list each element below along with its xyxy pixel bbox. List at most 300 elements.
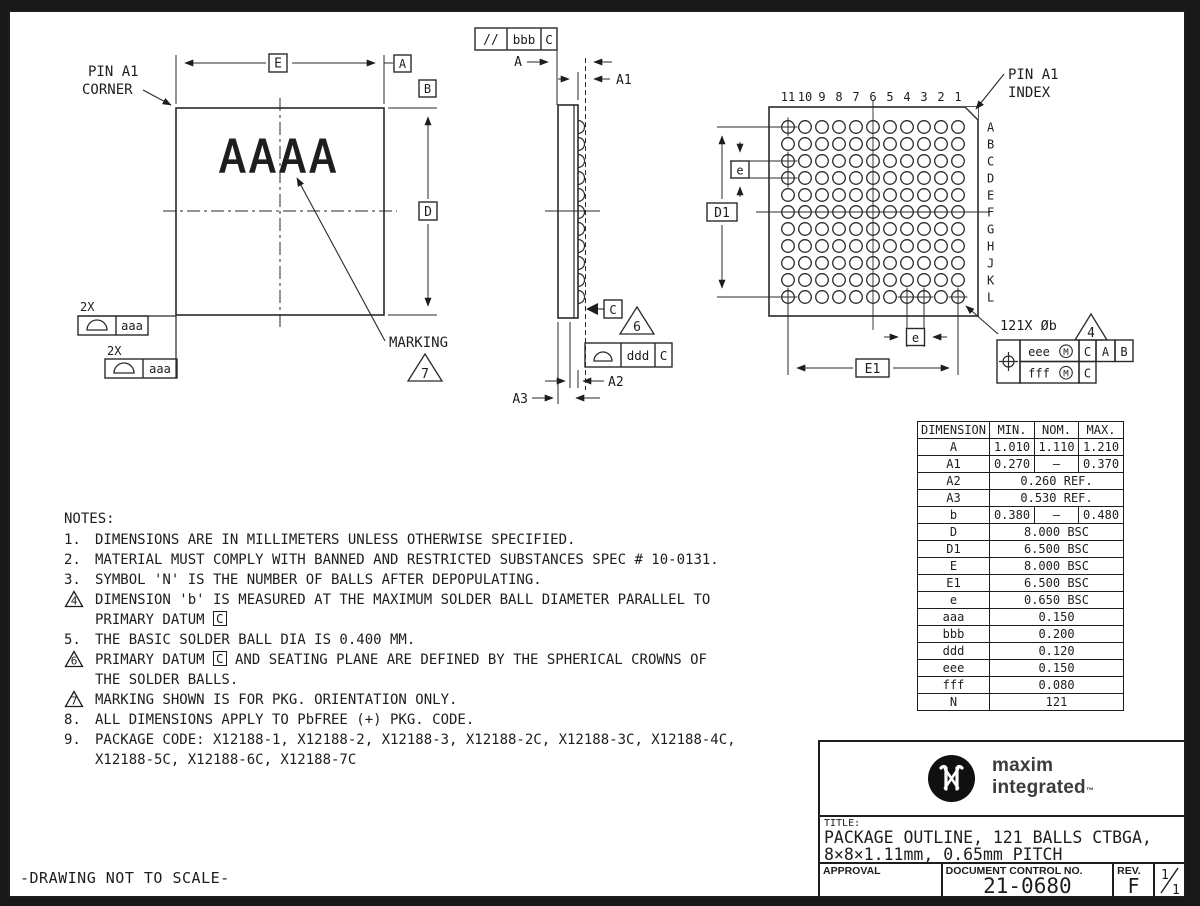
- row-label: H: [987, 239, 995, 254]
- row-label: C: [987, 154, 995, 169]
- dim-name-cell: A2: [918, 473, 990, 490]
- rev-label: REV.: [1117, 865, 1141, 877]
- svg-text:M: M: [1063, 348, 1069, 358]
- col-label: 1: [954, 90, 962, 104]
- solder-ball: [799, 274, 812, 287]
- col-label: 8: [835, 90, 843, 104]
- note-text: DIMENSION 'b' IS MEASURED AT THE MAXIMUM SOLDER BALL DIAMETER PARALLEL TO: [95, 592, 711, 608]
- table-row: [918, 660, 1124, 677]
- solder-ball: [935, 274, 948, 287]
- notes-list: [64, 530, 784, 770]
- rev-cell: [1114, 864, 1155, 898]
- dim-name-cell: b: [918, 507, 990, 524]
- col-label: 6: [869, 90, 877, 104]
- solder-ball: [884, 240, 897, 253]
- side-ball: [578, 291, 585, 304]
- note-marker: 2.: [64, 552, 81, 568]
- dim-d-label: D: [424, 205, 432, 220]
- note-text: THE BASIC SOLDER BALL DIA IS 0.400 MM.: [95, 632, 416, 648]
- sheet-num: 1: [1161, 868, 1169, 883]
- qty-2x-2: 2X: [107, 344, 122, 358]
- dim-a3-label: A3: [512, 392, 528, 407]
- solder-ball: [833, 138, 846, 151]
- solder-ball: [952, 257, 965, 270]
- table-row: [918, 490, 1124, 507]
- note-line: [64, 750, 784, 770]
- ball-callout-leader: [966, 306, 998, 334]
- solder-ball: [935, 138, 948, 151]
- dim-value-cell: 0.380: [990, 507, 1035, 524]
- dim-span-cell: 0.260 REF.: [990, 473, 1124, 490]
- not-to-scale-note: -DRAWING NOT TO SCALE-: [20, 869, 230, 887]
- svg-text:A: A: [1101, 345, 1110, 359]
- solder-ball: [952, 274, 965, 287]
- solder-ball: [782, 257, 795, 270]
- approval-cell: [820, 864, 943, 898]
- dim-value-cell: –: [1035, 456, 1079, 473]
- profile-symbol-2: [114, 363, 134, 373]
- row-label: A: [987, 120, 995, 135]
- col-label: 2: [937, 90, 945, 104]
- table-row: [918, 507, 1124, 524]
- solder-ball: [782, 274, 795, 287]
- datum-c-flag: [586, 303, 598, 315]
- rev-value: F: [1127, 874, 1140, 898]
- solder-ball: [816, 240, 829, 253]
- note-text: DIMENSIONS ARE IN MILLIMETERS UNLESS OTHERWISE SPECIFIED.: [95, 532, 576, 548]
- side-ball: [578, 257, 585, 270]
- col-label: 9: [818, 90, 826, 104]
- table-row: [918, 439, 1124, 456]
- fcf-position: [997, 340, 1133, 383]
- dim-value-cell: 0.370: [1079, 456, 1124, 473]
- svg-text:4: 4: [70, 594, 78, 608]
- package-body-side: [558, 105, 578, 318]
- svg-text:C: C: [1083, 345, 1092, 359]
- ball-crosshair: [779, 152, 798, 171]
- drawing-title-line-2: 8×8×1.11mm, 0.65mm PITCH: [824, 845, 1063, 864]
- svg-text:6: 6: [70, 654, 78, 668]
- pin-a1-index-label-1: PIN A1: [1008, 67, 1059, 83]
- solder-ball: [850, 257, 863, 270]
- dim-name-cell: A3: [918, 490, 990, 507]
- side-view: [475, 28, 672, 407]
- solder-ball: [884, 257, 897, 270]
- table-row: [918, 677, 1124, 694]
- table-row: [918, 592, 1124, 609]
- note-marker: 3.: [64, 572, 81, 588]
- col-label: 5: [886, 90, 894, 104]
- marking-callout-label: MARKING: [389, 335, 449, 351]
- note-text: X12188-5C, X12188-6C, X12188-7C: [95, 752, 357, 768]
- document-control-cell: [943, 864, 1114, 898]
- table-row: [918, 643, 1124, 660]
- dim-name-cell: eee: [918, 660, 990, 677]
- datum-a-label: A: [398, 57, 407, 71]
- solder-ball: [816, 138, 829, 151]
- dim-e-label: E: [274, 56, 282, 72]
- solder-ball: [799, 189, 812, 202]
- dim-name-cell: ddd: [918, 643, 990, 660]
- note-line: [64, 710, 784, 730]
- solder-ball: [918, 240, 931, 253]
- dim-name-cell: E1: [918, 575, 990, 592]
- side-ball: [578, 138, 585, 151]
- brand-line-1: maxim: [992, 755, 1054, 776]
- marking-leader: [297, 178, 385, 341]
- dim-value-cell: 1.210: [1079, 439, 1124, 456]
- dim-span-cell: 8.000 BSC: [990, 524, 1124, 541]
- solder-ball: [935, 121, 948, 134]
- table-row: [918, 575, 1124, 592]
- solder-ball: [918, 121, 931, 134]
- dim-name-cell: e: [918, 592, 990, 609]
- row-label: J: [987, 256, 995, 271]
- note-line: [64, 570, 784, 590]
- svg-text:7: 7: [70, 694, 78, 708]
- dim-name-cell: aaa: [918, 609, 990, 626]
- side-view-balls: [578, 121, 585, 304]
- note-marker: [64, 590, 95, 611]
- table-row: [918, 541, 1124, 558]
- side-ball: [578, 121, 585, 134]
- dim-span-cell: 6.500 BSC: [990, 541, 1124, 558]
- solder-ball: [850, 138, 863, 151]
- title-row: [820, 817, 1184, 864]
- table-row: [918, 694, 1124, 711]
- dim-name-cell: D: [918, 524, 990, 541]
- solder-ball: [952, 223, 965, 236]
- solder-ball: [850, 189, 863, 202]
- note-marker: 1.: [64, 532, 81, 548]
- note-6-number: 6: [633, 320, 641, 335]
- solder-ball: [816, 257, 829, 270]
- note-line: [64, 650, 784, 670]
- profile-symbol-1: [87, 320, 107, 330]
- note-line: [64, 550, 784, 570]
- note-line: [64, 610, 784, 630]
- note-line: [64, 690, 784, 710]
- note-line: [64, 670, 784, 690]
- solder-ball: [901, 155, 914, 168]
- note-marker: 8.: [64, 712, 81, 728]
- marking-text: AAAA: [218, 130, 340, 183]
- solder-ball: [782, 223, 795, 236]
- solder-ball: [799, 223, 812, 236]
- solder-ball: [952, 155, 965, 168]
- pin-a1-corner-label-2: CORNER: [82, 82, 133, 98]
- side-ball: [578, 206, 585, 219]
- title-label: TITLE:: [824, 818, 861, 829]
- table-row: [918, 456, 1124, 473]
- notes-section: [64, 509, 784, 770]
- brand-line-2: integrated™: [992, 777, 1095, 798]
- row-label: K: [987, 273, 995, 288]
- solder-ball: [782, 240, 795, 253]
- solder-ball: [935, 257, 948, 270]
- logo-row: [820, 742, 1184, 817]
- solder-ball: [918, 189, 931, 202]
- dim-value-cell: 1.010: [990, 439, 1035, 456]
- top-view: [78, 54, 448, 382]
- solder-ball: [918, 257, 931, 270]
- table-header: MIN.: [990, 422, 1035, 439]
- fcf-datum-c-2: C: [659, 348, 668, 363]
- side-ball: [578, 155, 585, 168]
- qty-2x-1: 2X: [80, 300, 95, 314]
- parallelism-symbol: //: [483, 33, 499, 48]
- dim-name-cell: bbb: [918, 626, 990, 643]
- trademark-symbol: ™: [1085, 786, 1095, 795]
- note-text: MARKING SHOWN IS FOR PKG. ORIENTATION ONLY.: [95, 692, 458, 708]
- row-label: D: [987, 171, 995, 186]
- solder-ball: [833, 257, 846, 270]
- solder-ball: [901, 138, 914, 151]
- dim-span-cell: 0.150: [990, 609, 1124, 626]
- note-marker: [64, 650, 95, 671]
- solder-ball: [952, 138, 965, 151]
- dim-name-cell: E: [918, 558, 990, 575]
- fcf-tol-aaa-1: aaa: [121, 319, 143, 333]
- solder-ball: [952, 172, 965, 185]
- note-marker: 9.: [64, 732, 81, 748]
- note-line: [64, 590, 784, 610]
- note-4-number: 4: [1087, 326, 1095, 341]
- dim-name-cell: fff: [918, 677, 990, 694]
- solder-ball: [935, 223, 948, 236]
- solder-ball: [918, 274, 931, 287]
- solder-ball: [816, 291, 829, 304]
- dim-span-cell: 8.000 BSC: [990, 558, 1124, 575]
- notes-heading: NOTES:: [64, 511, 115, 527]
- ball-qty-callout: 121X Øb: [1000, 318, 1057, 334]
- solder-ball: [799, 172, 812, 185]
- solder-ball: [935, 172, 948, 185]
- fcf-datum-c: C: [545, 32, 553, 47]
- pin-a1-index-label-2: INDEX: [1008, 85, 1051, 101]
- row-label: G: [987, 222, 995, 237]
- row-label: L: [987, 290, 995, 305]
- solder-ball: [901, 240, 914, 253]
- table-row: [918, 524, 1124, 541]
- approval-label: APPROVAL: [823, 865, 881, 877]
- profile-symbol-seating: [594, 352, 612, 361]
- dim-span-cell: 0.530 REF.: [990, 490, 1124, 507]
- dim-value-cell: 0.270: [990, 456, 1035, 473]
- solder-ball: [850, 172, 863, 185]
- row-label: F: [987, 205, 995, 220]
- pitch-e-left-label: e: [736, 163, 744, 178]
- datum-c-label: C: [609, 303, 617, 317]
- solder-ball: [884, 138, 897, 151]
- solder-ball: [952, 189, 965, 202]
- svg-text:C: C: [1083, 366, 1092, 381]
- solder-ball: [833, 155, 846, 168]
- solder-ball: [833, 223, 846, 236]
- solder-ball: [799, 138, 812, 151]
- dim-span-cell: 0.150: [990, 660, 1124, 677]
- solder-ball: [850, 223, 863, 236]
- solder-ball: [850, 240, 863, 253]
- solder-ball: [816, 121, 829, 134]
- dim-a1-label: A1: [616, 73, 632, 88]
- dim-d1-label: D1: [714, 206, 730, 221]
- table-header: MAX.: [1079, 422, 1124, 439]
- dimension-table-wrap: [917, 421, 1124, 711]
- dim-value-cell: –: [1035, 507, 1079, 524]
- dim-value-cell: 1.110: [1035, 439, 1079, 456]
- dimension-table: [917, 421, 1124, 711]
- solder-ball: [833, 189, 846, 202]
- dim-span-cell: 0.650 BSC: [990, 592, 1124, 609]
- dim-value-cell: 0.480: [1079, 507, 1124, 524]
- maxim-logo-text: [992, 755, 1094, 802]
- solder-ball: [850, 155, 863, 168]
- note-text: THE SOLDER BALLS.: [95, 672, 239, 688]
- side-ball: [578, 274, 585, 287]
- side-ball: [578, 172, 585, 185]
- document-control-label: DOCUMENT CONTROL NO.: [945, 865, 1083, 877]
- solder-ball: [918, 155, 931, 168]
- solder-ball: [935, 291, 948, 304]
- row-label: B: [987, 137, 995, 152]
- drawing-title-line-1: PACKAGE OUTLINE, 121 BALLS CTBGA,: [824, 828, 1152, 847]
- fcf-tol-ddd: ddd: [626, 348, 650, 363]
- dim-a2-label: A2: [608, 375, 624, 390]
- pin-a1-corner-leader: [143, 90, 171, 105]
- datum-b-label: B: [423, 82, 432, 96]
- table-row: [918, 626, 1124, 643]
- solder-ball: [884, 172, 897, 185]
- solder-ball: [901, 257, 914, 270]
- solder-ball: [884, 274, 897, 287]
- note-marker: [64, 690, 95, 711]
- col-label: 3: [920, 90, 928, 104]
- col-label: 10: [797, 90, 813, 104]
- pin-a1-index-leader: [976, 74, 1004, 109]
- col-label: 7: [852, 90, 860, 104]
- solder-ball: [799, 291, 812, 304]
- note-text: ALL DIMENSIONS APPLY TO PbFREE (+) PKG. CODE.: [95, 712, 475, 728]
- solder-ball: [918, 138, 931, 151]
- sheet-total: 1: [1172, 883, 1180, 896]
- solder-ball: [935, 189, 948, 202]
- solder-ball: [884, 155, 897, 168]
- note-7-number: 7: [421, 367, 429, 382]
- dim-span-cell: 121: [990, 694, 1124, 711]
- solder-ball: [952, 121, 965, 134]
- solder-ball: [901, 274, 914, 287]
- col-label: 4: [903, 90, 911, 104]
- note-text: SYMBOL 'N' IS THE NUMBER OF BALLS AFTER DEPOPULATING.: [95, 572, 542, 588]
- svg-text:M: M: [1063, 369, 1069, 380]
- document-number: 21-0680: [983, 874, 1072, 898]
- note-marker: 5.: [64, 632, 81, 648]
- solder-ball: [901, 189, 914, 202]
- solder-ball: [850, 274, 863, 287]
- side-ball: [578, 240, 585, 253]
- note-text: PRIMARY DATUM C: [95, 610, 227, 630]
- table-header: NOM.: [1035, 422, 1079, 439]
- title-block: [818, 740, 1186, 898]
- solder-ball: [799, 121, 812, 134]
- dim-a-label: A: [514, 55, 522, 70]
- dim-e1-label: E1: [864, 362, 881, 377]
- solder-ball: [799, 240, 812, 253]
- solder-ball: [782, 138, 795, 151]
- ball-crosshair: [779, 169, 798, 188]
- datum-reference-box: C: [213, 651, 227, 666]
- note-text: MATERIAL MUST COMPLY WITH BANNED AND RESTRICTED SUBSTANCES SPEC # 10-0131.: [95, 552, 719, 568]
- table-row: [918, 473, 1124, 490]
- solder-ball: [884, 121, 897, 134]
- solder-ball: [850, 121, 863, 134]
- col-label: 11: [780, 90, 796, 104]
- solder-ball: [816, 172, 829, 185]
- solder-ball: [816, 223, 829, 236]
- fcf-tol-aaa-2: aaa: [149, 362, 171, 376]
- solder-ball: [816, 274, 829, 287]
- sheet-number-cell: [1155, 864, 1184, 898]
- note-text: PRIMARY DATUM C AND SEATING PLANE ARE DEFINED BY THE SPHERICAL CROWNS OF: [95, 651, 707, 668]
- dim-name-cell: N: [918, 694, 990, 711]
- solder-ball: [799, 155, 812, 168]
- solder-ball: [952, 240, 965, 253]
- svg-text:B: B: [1120, 345, 1128, 359]
- solder-ball: [935, 240, 948, 253]
- solder-ball: [918, 172, 931, 185]
- row-label: E: [987, 188, 995, 203]
- solder-ball: [884, 223, 897, 236]
- dim-span-cell: 6.500 BSC: [990, 575, 1124, 592]
- pin-a1-corner-label-1: PIN A1: [88, 64, 139, 80]
- fcf-tol-fff: fff: [1028, 366, 1050, 381]
- solder-ball: [901, 121, 914, 134]
- solder-ball: [833, 240, 846, 253]
- dim-name-cell: D1: [918, 541, 990, 558]
- note-line: [64, 630, 784, 650]
- solder-ball: [935, 155, 948, 168]
- note-line: [64, 530, 784, 550]
- fcf-tol-eee: eee: [1028, 345, 1050, 359]
- side-ball: [578, 189, 585, 202]
- solder-ball: [901, 172, 914, 185]
- maxim-logo-icon: [928, 755, 975, 802]
- solder-ball: [782, 189, 795, 202]
- solder-ball: [816, 189, 829, 202]
- solder-ball: [901, 223, 914, 236]
- solder-ball: [918, 223, 931, 236]
- table-row: [918, 558, 1124, 575]
- solder-ball: [833, 274, 846, 287]
- table-row: [918, 609, 1124, 626]
- row-labels: [987, 121, 995, 305]
- dim-span-cell: 0.120: [990, 643, 1124, 660]
- side-ball: [578, 223, 585, 236]
- solder-ball: [884, 291, 897, 304]
- solder-ball: [816, 155, 829, 168]
- title-block-bottom-row: [820, 864, 1184, 898]
- dim-span-cell: 0.200: [990, 626, 1124, 643]
- dim-name-cell: A1: [918, 456, 990, 473]
- dim-name-cell: A: [918, 439, 990, 456]
- dim-span-cell: 0.080: [990, 677, 1124, 694]
- ball-crosshair: [779, 118, 798, 137]
- solder-ball: [850, 291, 863, 304]
- solder-ball: [833, 291, 846, 304]
- note-text: PACKAGE CODE: X12188-1, X12188-2, X12188-3, X12188-2C, X12188-3C, X12188-4C,: [95, 732, 736, 748]
- solder-ball: [884, 189, 897, 202]
